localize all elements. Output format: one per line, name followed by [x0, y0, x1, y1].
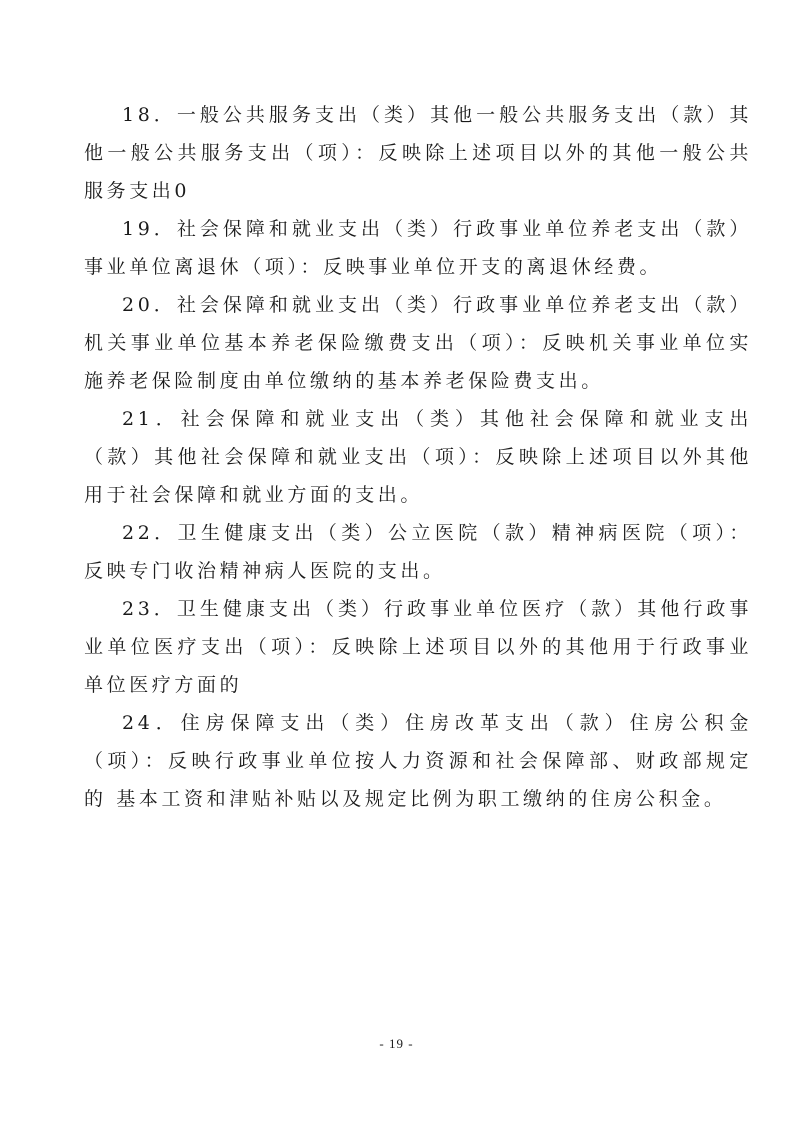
paragraph-item-20: 20．社会保障和就业支出（类）行政事业单位养老支出（款）机关事业单位基本养老保险缴费支出（项）：反映机关事业单位实施养老保险制度由单位缴纳的基本养老保险费支出。	[84, 294, 752, 392]
paragraph-item-21: 21．社会保障和就业支出（类）其他社会保障和就业支出（款）其他社会保障和就业支出（项）：反映除上述项目以外其他用于社会保障和就业方面的支出。	[84, 408, 752, 506]
paragraph-item-22: 22．卫生健康支出（类）公立医院（款）精神病医院（项）：反映专门收治精神病人医院的支出。	[84, 522, 752, 582]
paragraph-item-18: 18．一般公共服务支出（类）其他一般公共服务支出（款）其他一般公共服务支出（项）：反映除上述项目以外的其他一般公共服务支出0	[84, 104, 752, 202]
paragraph-item-19: 19．社会保障和就业支出（类）行政事业单位养老支出（款）事业单位离退休（项）：反映事业单位开支的离退休经费。	[84, 218, 752, 278]
paragraph-item-23: 23．卫生健康支出（类）行政事业单位医疗（款）其他行政事业单位医疗支出（项）：反映除上述项目以外的其他用于行政事业单位医疗方面的	[84, 598, 752, 696]
document-body	[84, 96, 752, 818]
paragraph-item-24: 24．住房保障支出（类）住房改革支出（款）住房公积金（项）：反映行政事业单位按人力资源和社会保障部、财政部规定的 基本工资和津贴补贴以及规定比例为职工缴纳的住房公积金。	[84, 712, 752, 810]
page-number: - 19 -	[379, 1036, 414, 1051]
